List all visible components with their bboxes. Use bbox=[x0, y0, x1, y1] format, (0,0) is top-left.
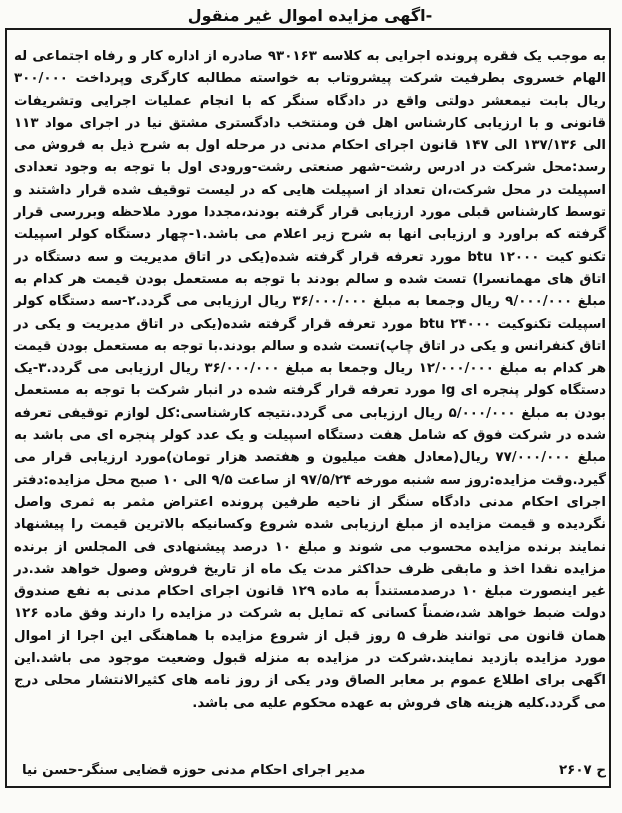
notice-footer bbox=[14, 763, 606, 778]
notice-body: به موجب یک فقره پرونده اجرایی به کلاسه ۹۳۰۱۶۳ صادره از اداره کار و رفاه اجتماعی له الهام خسروی بطرفیت شرکت پیشروتاب به خواسته مطالبه کارگری وپرداخت ۳۰۰/۰۰۰ ریال بابت نیمعشر دولتی واقع در دادگاه سنگر که با انجام عملیات اجرایی وتشریفات قانونی و با ارزیابی کارشناس اهل فن ومنتخب دادگستری مشتق نیا در اجرای مواد ۱۱۳ الی ۱۳۷/۱۳۶ الی ۱۴۷ قانون اجرای احکام مدنی در مرحله اول به شرح ذیل به فروش می رسد:محل شرکت در ادرس رشت-شهر صنعتی رشت-ورودی اول با توجه به وجود تعدادی اسپیلت در محل شرکت،ان تعداد از اسپیلت هایی که در لیست توقیف شده قرار داشتند و توسط کارشناس قبلی مورد ارزیابی قرار گرفته بودند،مجددا مورد ملاحظه وبررسی قرار گرفته که براورد و ارزیابی انها به شرح زیر اعلام می باشد.۱-چهار دستگاه کولر اسپیلت تکنو کیت btu ۱۲۰۰۰ مورد تعرفه قرار گرفته شده(یکی در اتاق مدیریت و سه دستگاه در اتاق های مهمانسرا) تست شده و سالم بودند با توجه به مستعمل بودن قیمت هر کدام به مبلغ ۹/۰۰۰/۰۰۰ ریال وجمعا به مبلغ ۳۶/۰۰۰/۰۰۰ ریال ارزیابی می گردد.۲-سه دستگاه کولر اسپیلت تکنوکیت btu ۲۴۰۰۰ مورد تعرفه قرار گرفته شده(یکی در اتاق مدیریت و یکی در اتاق کنفرانس و یکی در اتاق چاپ)تست شده و سالم بودند.با توجه به مستعمل بودن قیمت هر کدام به مبلغ ۱۲/۰۰۰/۰۰۰ ریال وجمعا به مبلغ ۳۶/۰۰۰/۰۰۰ ریال ارزیابی می گردد.۳-یک دستگاه کولر پنجره ای lg مورد تعرفه قرار گرفته شده در انبار شرکت با توجه به مستعمل بودن به مبلغ ۵/۰۰۰/۰۰۰ ریال ارزیابی می گردد.نتیجه کارشناسی:کل لوازم توقیفی تعرفه شده در شرکت فوق که شامل هفت دستگاه اسپیلت و یک عدد کولر پنجره ای می باشد به مبلغ ۷۷/۰۰۰/۰۰۰ ریال(معادل هفت میلیون و هفتصد هزار تومان)مورد ارزیابی قرار می گیرد.وقت مزایده:روز سه شنبه مورخه ۹۷/۵/۲۴ از ساعت ۹/۵ الی ۱۰ صبح محل مزایده:دفتر اجرای احکام مدنی دادگاه سنگر از ناحیه طرفین پرونده اعتراض مثمر به ثمری واصل نگردیده و قیمت مزایده از مبلغ ارزیابی شده شروع وکسانیکه بالاترین قیمت را پیشنهاد نمایند برنده مزایده محسوب می شوند و مبلغ ۱۰ درصد پیشنهادی فی المجلس از برنده مزایده نقدا اخذ و مابقی ظرف حداکثر مدت یک ماه از تاریخ فروش وصول خواهد شد.در غیر اینصورت مبلغ ۱۰ درصدمستنداً به ماده ۱۲۹ قانون اجرای احکام مدنی به نفع صندوق دولت ضبط خواهد شد،ضمناً کسانی که تمایل به شرکت در مزایده را دارند وفق ماده ۱۲۶ همان قانون می توانند ظرف ۵ روز قبل از شروع مزایده با هماهنگی این اجرا از اموال مورد مزایده بازدید نمایند.شرکت در مزایده به منزله قبول وضعیت موجود می باشد.این اگهی برای اطلاع عموم بر معابر الصاق ودر یکی از روز نامه های کثیرالانتشار محلی درج می گردد.کلیه هزینه های فروش به عهده محکوم علیه می باشد. bbox=[14, 49, 607, 711]
notice-code: ح ۲۶۰۷ bbox=[558, 763, 606, 778]
notice-signature: مدیر اجرای احکام مدنی حوزه قضایی سنگر-حسن نیا bbox=[22, 763, 366, 778]
notice-title: -اگهی مزایده اموال غیر منقول bbox=[187, 6, 433, 25]
